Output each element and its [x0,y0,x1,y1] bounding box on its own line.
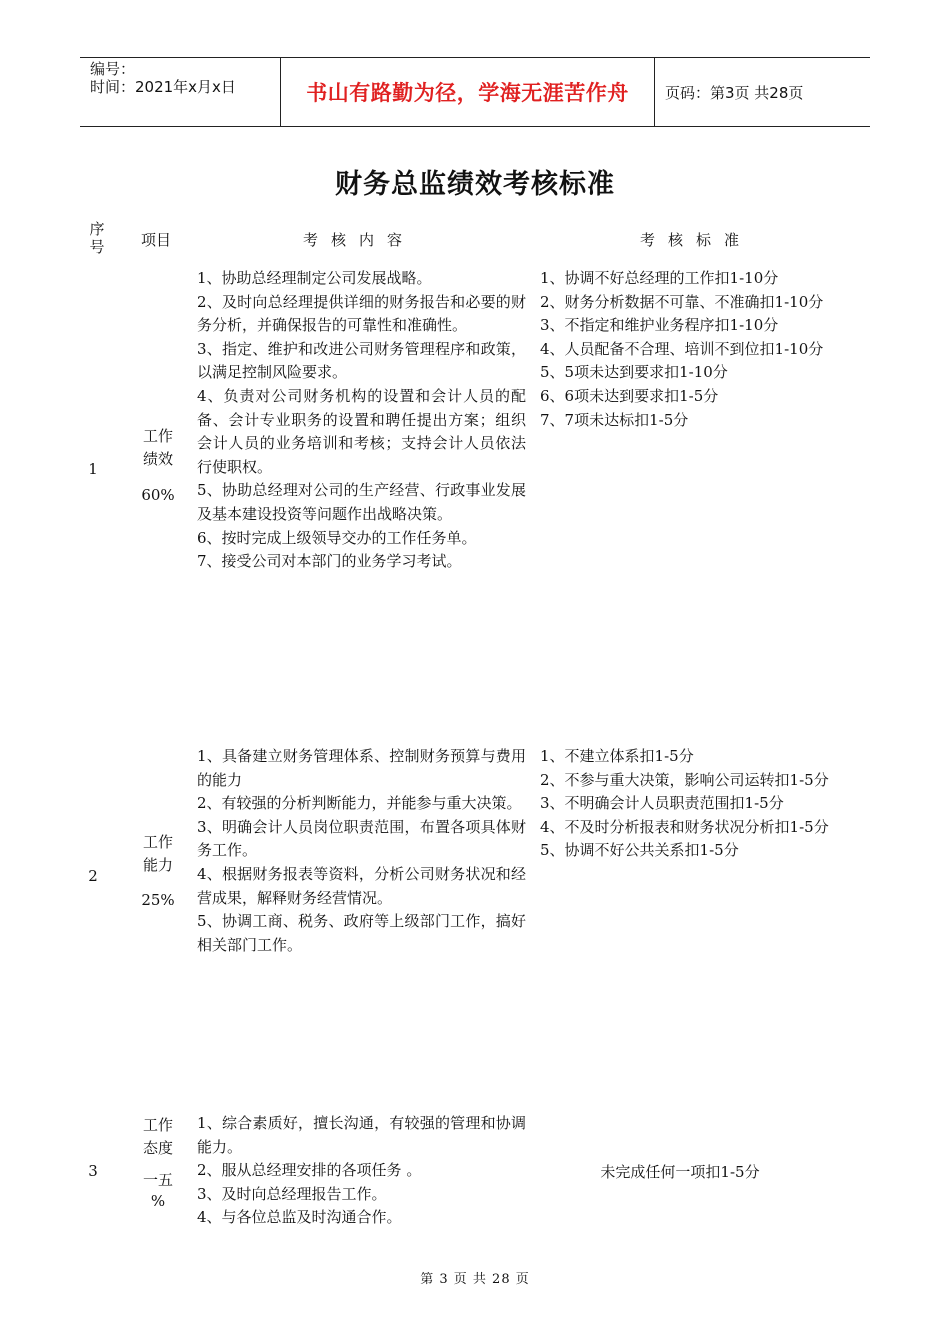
content-item: 5、协调工商、税务、政府等上级部门工作，搞好相关部门工作。 [197,912,526,954]
row-3-content [197,1112,526,1230]
row-2-standard [540,745,860,863]
content-item: 6、按时完成上级领导交办的工作任务单。 [197,528,477,547]
seq-header-line2: 号 [89,238,105,256]
row-2-seq: 2 [88,867,98,885]
standard-item: 1、协调不好总经理的工作扣1-10分 [540,269,779,287]
time-label: 时间：2021年x月x日 [90,78,236,96]
row-3-item-line2: 态度 [142,1139,173,1157]
standard-item: 1、不建立体系扣1-5分 [540,747,694,765]
number-label: 编号： [90,60,136,78]
row-1-item [138,425,178,505]
row-2-item-line2: 能力 [142,856,173,874]
column-header-seq [86,220,108,256]
row-3-weight-line2: % [150,1192,166,1210]
row-1-content [197,267,526,574]
row-3-item [138,1114,178,1213]
content-item: 1、协助总经理制定公司发展战略。 [197,269,432,287]
column-header-item: 项目 [141,231,172,249]
header-meta [80,58,281,126]
row-3-item-line1: 工作 [142,1116,173,1134]
standard-item: 7、7项未达标扣1-5分 [540,410,689,429]
content-item: 3、明确会计人员岗位职责范围，布置各项具体财务工作。 [197,817,526,860]
row-3-standard: 未完成任何一项扣1-5分 [600,1163,760,1181]
row-2-item [138,831,178,910]
content-item: 2、及时向总经理提供详细的财务报告和必要的财务分析，并确保报告的可靠性和准确性。 [197,292,526,335]
standard-item: 3、不明确会计人员职责范围扣1-5分 [540,794,784,813]
column-header-standard: 考核标准 [640,231,753,249]
header-motto-cell [281,58,655,126]
column-header-content: 考核内容 [303,231,416,249]
row-1-seq: 1 [88,460,98,478]
standard-item: 4、不及时分析报表和财务状况分析扣1-5分 [540,817,829,836]
standard-item: 6、6项未达到要求扣1-5分 [540,386,719,405]
content-item: 1、综合素质好，擅长沟通，有较强的管理和协调能力。 [197,1114,526,1156]
content-item: 4、与各位总监及时沟通合作。 [197,1208,402,1227]
page-footer: 第 3 页 共 28 页 [420,1272,530,1287]
page-header [80,57,870,127]
standard-item: 3、不指定和维护业务程序扣1-10分 [540,316,779,335]
standard-item: 2、财务分析数据不可靠、不准确扣1-10分 [540,292,824,311]
header-page-cell [655,58,870,126]
standard-item: 5、5项未达到要求扣1-10分 [540,363,728,382]
row-1-weight: 60% [141,486,175,504]
document-title: 财务总监绩效考核标准 [335,169,615,200]
content-item: 5、协助总经理对公司的生产经营、行政事业发展及基本建设投资等问题作出战略决策。 [197,481,526,523]
content-item: 3、及时向总经理报告工作。 [197,1184,387,1203]
seq-header-line1: 序 [89,220,105,238]
standard-item: 4、人员配备不合理、培训不到位扣1-10分 [540,339,824,358]
standard-item: 2、不参与重大决策，影响公司运转扣1-5分 [540,770,829,789]
page-code: 页码：第3页 共28页 [665,83,804,102]
row-3-weight-line1: 一五 [142,1171,173,1189]
row-2-content [197,745,526,957]
row-1-standard [540,267,860,432]
content-item: 1、具备建立财务管理体系、控制财务预算与费用的能力 [197,747,526,789]
row-3-seq: 3 [88,1162,98,1180]
content-item: 3、指定、维护和改进公司财务管理程序和政策，以满足控制风险要求。 [197,339,526,382]
standard-item: 5、协调不好公共关系扣1-5分 [540,841,739,860]
row-2-weight: 25% [141,891,175,909]
row-1-item-line1: 工作 [142,427,173,445]
content-item: 4、负责对公司财务机构的设置和会计人员的配备、会计专业职务的设置和聘任提出方案；组织会计人员的业务培训和考核；支持会计人员依法行使职权。 [197,386,526,476]
motto: 书山有路勤为径，学海无涯苦作舟 [306,81,629,105]
content-item: 2、服从总经理安排的各项任务 。 [197,1161,422,1180]
row-1-item-line2: 绩效 [142,450,173,468]
content-item: 7、接受公司对本部门的业务学习考试。 [197,552,462,571]
content-item: 2、有较强的分析判断能力，并能参与重大决策。 [197,794,522,813]
content-item: 4、根据财务报表等资料，分析公司财务状况和经营成果，解释财务经营情况。 [197,864,526,907]
row-2-item-line1: 工作 [142,833,173,851]
